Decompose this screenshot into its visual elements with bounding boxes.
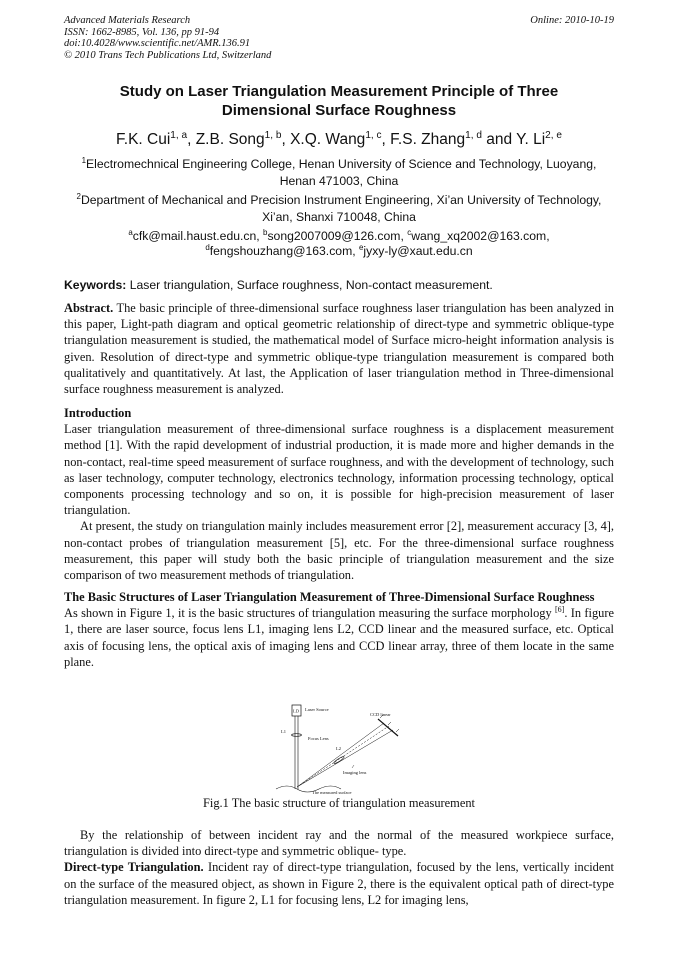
email-b: song2007009@126.com, [267, 229, 408, 243]
direct-type-paragraph: Direct-type Triangulation. Incident ray of direct-type triangulation, focused by the lens, vertically incident on the surface of the measured object, as shown in Figure 2, there is the equivalent optical path of direct-type triangulation measurement. In figure 2, L1 for focusing lens, L2 for imaging lens, [64, 860, 614, 907]
email-d: fengshouzhang@163.com, [209, 244, 359, 258]
ccd-label: CCD linear [370, 712, 391, 717]
journal-header [64, 15, 271, 61]
issn-line: ISSN: 1662-8985, Vol. 136, pp 91-94 [64, 26, 220, 38]
journal-name: Advanced Materials Research [64, 15, 191, 26]
abstract [64, 300, 614, 397]
keywords-text: Laser triangulation, Surface roughness, Non-contact measurement. [126, 278, 493, 292]
l1-label: L1 [281, 729, 286, 734]
author-affil: 1, c [365, 129, 382, 141]
ccd-tick [396, 729, 399, 732]
imaging-lens-label: Imaging lens [343, 770, 367, 775]
keywords-label: Keywords: [64, 278, 127, 292]
introduction-heading: Introduction [64, 406, 132, 420]
figure-1 [64, 703, 614, 795]
abstract-label: Abstract. [64, 301, 114, 315]
imaging-lens-pointer [352, 765, 354, 768]
affiliation-2 [64, 192, 614, 226]
author-separator: and [481, 131, 517, 148]
title-line-2: Dimensional Surface Roughness [221, 102, 457, 119]
focus-lens-l1 [292, 734, 302, 737]
paper-title [64, 82, 614, 120]
introduction-section [64, 405, 614, 583]
basic-structures-section [64, 589, 614, 670]
title-line-1: Study on Laser Triangulation Measurement Principle of Three [119, 83, 559, 100]
affiliation-text: Electromechnical Engineering College, Henan University of Science and Technology, Luoyang, [86, 157, 597, 171]
reflected-beam-1 [297, 723, 384, 787]
online-date: Online: 2010-10-19 [530, 15, 614, 26]
laser-box-label: LD [293, 708, 299, 714]
author-name: F.S. Zhang [390, 131, 466, 148]
figure-caption: Fig.1 The basic structure of triangulation measurement [203, 796, 475, 810]
focus-lens-label: Focus Lens [308, 736, 329, 741]
affiliation-text: Henan 471003, China [279, 174, 399, 188]
author-separator: , [281, 131, 291, 148]
affiliation-1 [64, 156, 614, 190]
section-paragraph: As shown in Figure 1, it is the basic structures of triangulation measuring the surface morphology [6]. In figure 1, there are laser source, focus lens L1, imaging lens L2, CCD linear and the measured surface, etc. Optical axis of focusing lens, the optical axis of imaging lens and CCD linear array, three of them locate in the same plane. [64, 605, 614, 669]
introduction-paragraph-2: At present, the study on triangulation mainly includes measurement error [2], measurement accuracy [3, 4], non-contact probes of triangulation measurement [5], etc. For the three-dimensional surface roughness measurement, this paper will study both the basic principle of triangulation measurement and the size comparison of two measurement methods of triangulation. [64, 519, 614, 583]
email-list: $^a$cfk@mail.haust.edu.cn, $^b$song2007009@126.com, $^c$wang_xq2002@163.com, $^d$fengshouzhang@163.com, $^e$jyxy-ly@xaut.edu.cn [128, 227, 550, 258]
ccd-tick [388, 722, 391, 725]
copyright-line: © 2010 Trans Tech Publications Ltd, Switzerland [64, 49, 272, 61]
email-c: wang_xq2002@163.com, [411, 229, 550, 243]
surface-label: The measured surface [312, 790, 352, 795]
author-affil: 2, e [545, 129, 562, 141]
author-separator: , [381, 131, 391, 148]
author-name: F.K. Cui [116, 131, 171, 148]
affiliation-number: 2 [76, 191, 81, 201]
email-a: cfk@mail.haust.edu.cn, [132, 229, 264, 243]
author-name: Z.B. Song [195, 131, 265, 148]
introduction-paragraph-1: Laser triangulation measurement of three-dimensional surface roughness is a displacement measurement method [1]. With the rapid development of industrial production, it is made more and higher demands in the non-contact, real-time speed measurement of surface roughness, and with the development of technology, such as laser technology, computer technology, electronics technology, information processing technology, optical components processing technology and so on, it is possible for high-precision measurement of laser triangulation. [64, 422, 614, 518]
doi-line: doi:10.4028/www.scientific.net/AMR.136.91 [64, 38, 251, 49]
triangulation-diagram [64, 703, 614, 795]
citation: [6] [554, 605, 565, 615]
triangulation-types [64, 827, 614, 908]
affiliation-text: Xi’an, Shanxi 710048, China [262, 210, 416, 224]
author-affil: 1, b [264, 129, 282, 141]
author-affil: 1, d [465, 129, 482, 141]
author-list [64, 130, 614, 150]
laser-source-label: Laser Source [305, 707, 329, 712]
imaging-lens-l2 [333, 756, 344, 765]
author-separator: , [187, 131, 196, 148]
affiliation-text: Department of Mechanical and Precision Instrument Engineering, Xi’an University of Technology, [80, 193, 602, 207]
l2-label: L2 [336, 746, 341, 751]
abstract-text: The basic principle of three-dimensional surface roughness laser triangulation has been analyzed in this paper, Light-path diagram and optical geometric relationship of direct-type and symmetric oblique-type triangulation measurement is studied, the mathematical model of Surface micro-height information analysis is given. Resolution of direct-type and symmetric oblique-type triangulation measurement is compared both qualitatively and quantitatively. At last, the Application of laser triangulation method in Three-dimensional surface roughness measurement is analyzed. [64, 301, 614, 397]
types-paragraph: By the relationship of between incident ray and the normal of the measured workpiece surface, triangulation is divided into direct-type and symmetric oblique- type. [64, 828, 614, 859]
direct-type-label: Direct-type Triangulation. [64, 860, 204, 875]
author-name: Y. Li [516, 131, 546, 148]
affiliation-number: 1 [81, 155, 87, 165]
email-e: jyxy-ly@xaut.edu.cn [363, 244, 473, 258]
author-affil: 1, a [170, 129, 188, 141]
author-name: X.Q. Wang [290, 131, 366, 148]
ccd-linear-array [378, 719, 398, 736]
section-heading: The Basic Structures of Laser Triangulation Measurement of Three-Dimensional Surface Roughness [64, 590, 595, 604]
keywords [64, 278, 614, 293]
